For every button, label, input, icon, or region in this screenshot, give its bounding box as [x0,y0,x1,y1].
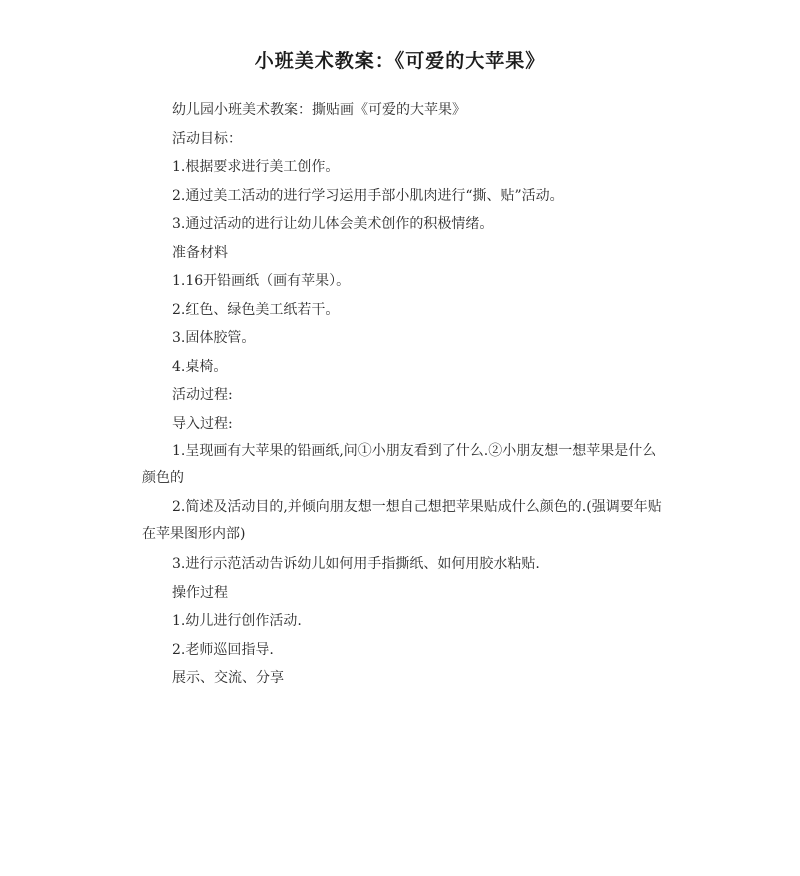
goal-item: 2.通过美工活动的进行学习运用手部小肌肉进行“撕、贴”活动。 [172,187,564,204]
section-heading-process: 活动过程: [172,387,233,403]
goal-item: 3.通过活动的进行让幼儿体会美术创作的积极情绪。 [172,216,494,232]
operation-item: 1.幼儿进行创作活动. [172,613,302,629]
document-title: 小班美术教案：《可爱的大苹果》 [254,50,546,72]
material-item: 2.红色、绿色美工纸若干。 [172,301,340,318]
material-item: 1.16开铅画纸（画有苹果）。 [172,273,351,289]
intro-paragraph: 幼儿园小班美术教案：撕贴画《可爱的大苹果》 [172,102,466,118]
section-heading-operation: 操作过程 [172,584,228,601]
document-body [142,96,662,693]
section-heading-intro-process: 导入过程: [172,415,233,432]
section-heading-materials: 准备材料 [172,244,228,261]
process-item: 1.呈现画有大苹果的铅画纸,问①小朋友看到了什么.②小朋友想一想苹果是什么颜色的 [142,443,657,486]
material-item: 4.桌椅。 [172,358,228,375]
operation-item: 2.老师巡回指导. [172,641,274,658]
section-heading-sharing: 展示、交流、分享 [172,670,284,686]
process-item: 2.简述及活动目的,并倾向朋友想一想自己想把苹果贴成什么颜色的.(强调要年贴在苹果图形内部) [142,499,662,542]
process-item: 3.进行示范活动告诉幼儿如何用手指撕纸、如何用胶水粘贴. [172,556,540,572]
section-heading-goals: 活动目标： [172,130,242,147]
material-item: 3.固体胶管。 [172,330,256,346]
goal-item: 1.根据要求进行美工创作。 [172,159,340,175]
